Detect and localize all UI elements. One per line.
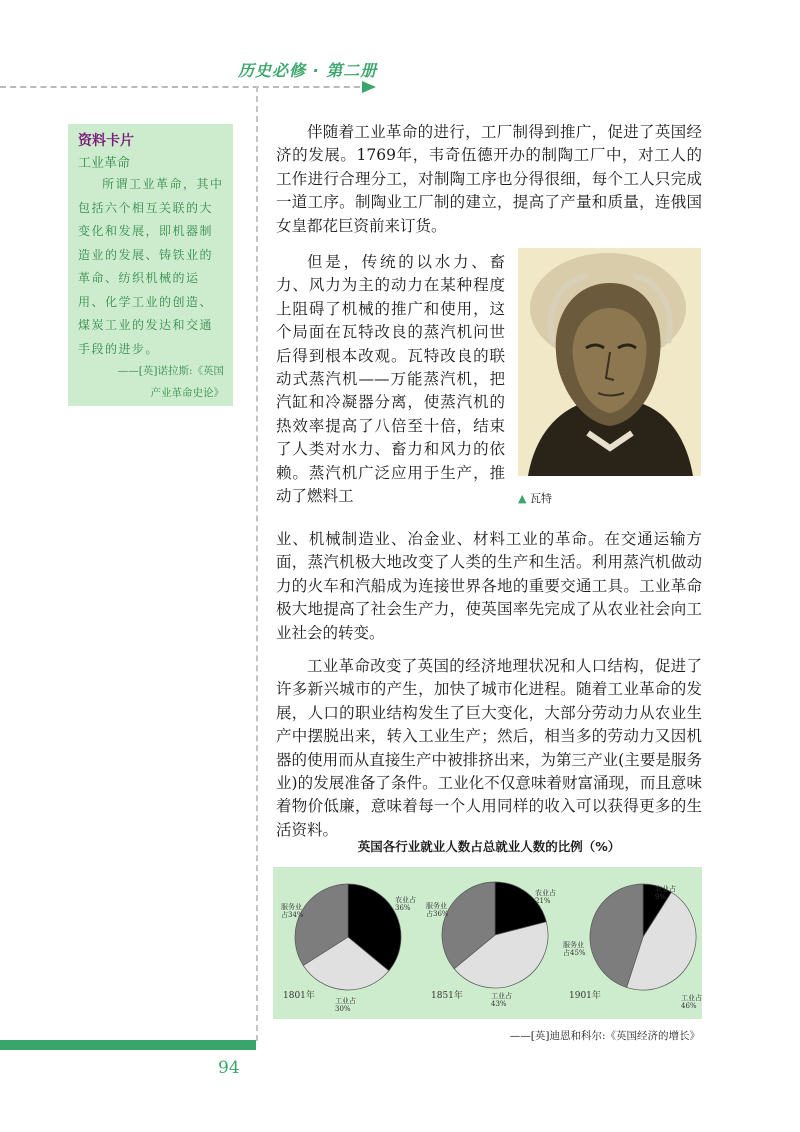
paragraph-4: 工业革命改变了英国的经济地理状况和人口结构，促进了许多新兴城市的产生，加快了城市化进程。随着工业革命的发展，人口的职业结构发生了巨大变化，大部分劳动力从农业生产中摆脱出来，转入工业生产；然后，相当多的劳动力又因机器的使用而从直接生产中被排挤出来，为第三产业(主要是服务业)的发展准备了条件。工业化不仅意味着财富涌现，而且意味着物价低廉，意味着每一个人用同样的收入可以获得更多的生活资料。: [276, 657, 702, 839]
pie-chart-svg: [273, 867, 702, 1019]
info-card-source: [80, 360, 224, 404]
pie-1-label-1: 工业占 43%: [491, 992, 512, 1008]
pie-2-label-2: 服务业占45%: [563, 941, 586, 957]
pie-1-label-0: 农业占 21%: [535, 889, 556, 905]
pie-chart-panel: [273, 867, 702, 1019]
margin-dashed-rule: [256, 86, 258, 1041]
watt-portrait-drawing: [518, 248, 701, 476]
info-card-body: 所谓工业革命，其中包括六个相互关联的大变化和发展，即机器制造业的发展、铸铁业的革命、纺织机械的运用、化学工业的创造、煤炭工业的发达和交通手段的进步。: [78, 177, 224, 356]
info-card-title: 资料卡片: [78, 133, 134, 149]
pie-2-label-1: 工业占 46%: [681, 994, 702, 1010]
page-number: 94: [218, 1058, 240, 1078]
header-dashed-rule: [0, 86, 370, 88]
pie-0-label-0: 农业占 36%: [395, 896, 416, 912]
book-header-title: 历史必修 · 第二册: [238, 61, 378, 80]
paragraph-2: 但是，传统的以水力、畜力、风力为主的动力在某种程度上阻碍了机械的推广和使用，这个局面在瓦特改良的蒸汽机问世后得到根本改观。瓦特改良的联动式蒸汽机——万能蒸汽机，把汽缸和冷凝器分离，使蒸汽机的热效率提高了八倍至十倍，结束了人类对水力、畜力和风力的依赖。蒸汽机广泛应用于生产，推动了燃料工: [276, 253, 505, 506]
pie-0-label-2: 服务业占34%: [281, 903, 304, 919]
info-card-source-line1: ——[英]诺拉斯:《英国: [117, 365, 224, 377]
portrait-caption-text: 瓦特: [529, 492, 552, 505]
paragraph-1: 伴随着工业革命的进行，工厂制得到推广，促进了英国经济的发展。1769年，韦奇伍德开办的制陶工厂中，对工人的工作进行合理分工，对制陶工序也分得很细，每个工人只完成一道工序。制陶业工厂制的建立，提高了产量和质量，连俄国女皇都花巨资前来订货。: [276, 123, 702, 235]
chart-source: ——[英]迪恩和科尔:《英国经济的增长》: [509, 1030, 700, 1042]
pie-2-year-label: 1901年: [569, 991, 601, 1001]
pie-1-label-2: 服务业占36%: [426, 902, 449, 918]
pie-0-year-label: 1801年: [283, 991, 315, 1001]
portrait-caption: [518, 490, 552, 506]
caption-triangle-icon: ▲: [518, 492, 527, 505]
watt-portrait: [518, 248, 701, 476]
pie-1-year-label: 1851年: [431, 991, 463, 1001]
header-arrow-icon: [362, 81, 376, 93]
chart-title: 英国各行业就业人数占总就业人数的比例（%）: [357, 839, 621, 854]
footer-bar: [0, 1040, 256, 1050]
paragraph-3: 业、机械制造业、冶金业、材料工业的革命。在交通运输方面，蒸汽机极大地改变了人类的生产和生活。利用蒸汽机做动力的火车和汽船成为连接世界各地的重要交通工具。工业革命极大地提高了社会生产力，使英国率先完成了从农业社会向工业社会的转变。: [276, 530, 702, 642]
pie-0-label-1: 工业占 30%: [335, 997, 356, 1013]
pie-2-label-0: 农业占 9%: [655, 885, 676, 901]
info-card-subtitle: 工业革命: [78, 156, 131, 171]
info-card-source-line2: 产业革命史论》: [150, 387, 224, 399]
